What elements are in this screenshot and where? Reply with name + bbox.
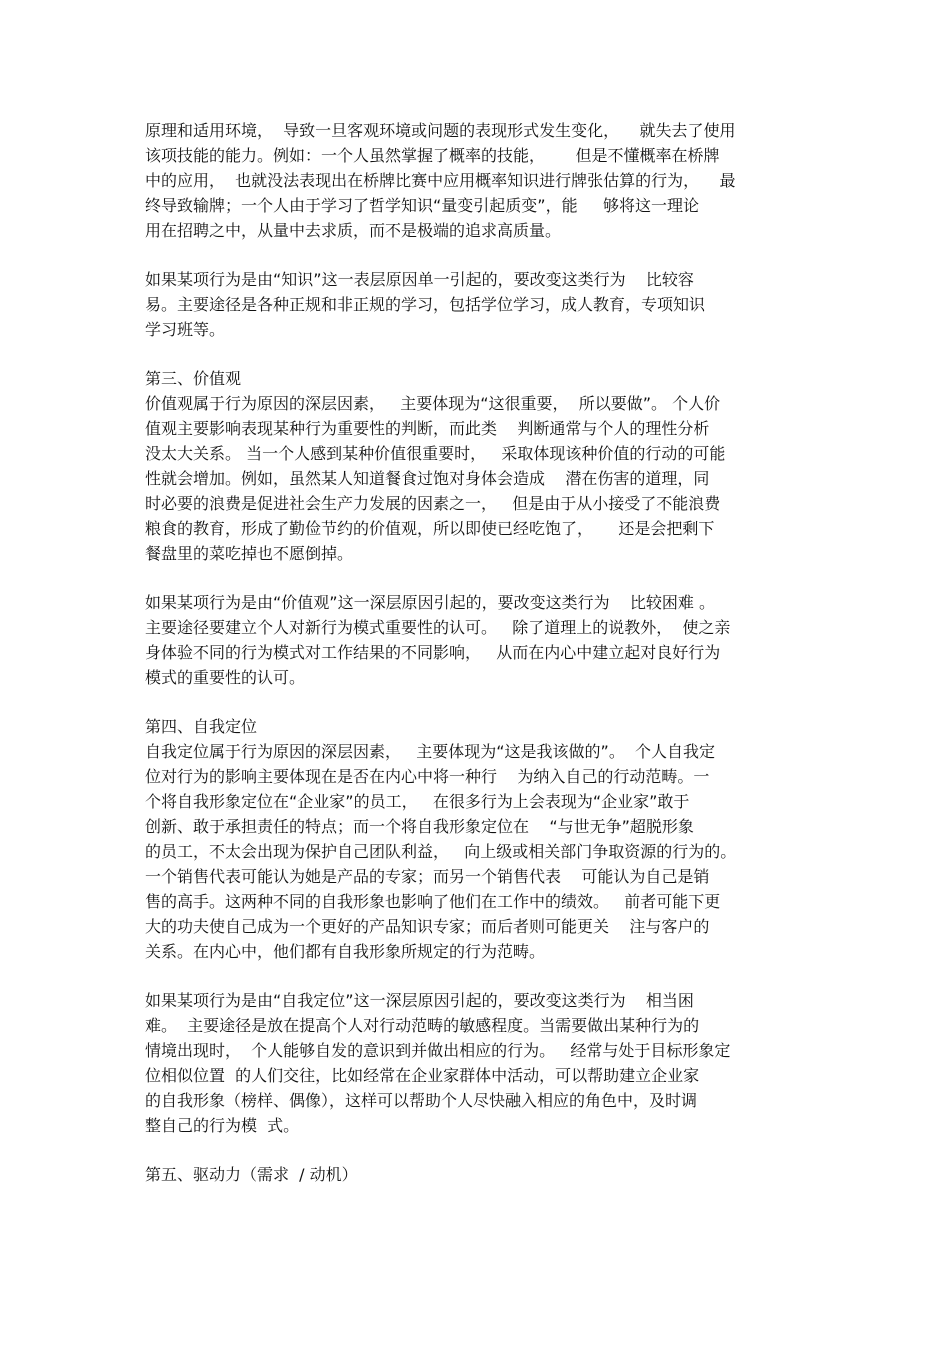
text-line: 餐盘里的菜吃掉也不愿倒掉。 xyxy=(145,544,354,563)
text-line: 原理和适用环境， 导致一旦客观环境或问题的表现形式发生变化， 就失去了使用 xyxy=(145,121,736,140)
text-line: 终导致输牌；一个人由于学习了哲学知识“量变引起质变”，能 够将这一理论 xyxy=(145,196,700,215)
text-line: 主要途径要建立个人对新行为模式重要性的认可。 除了道理上的说教外， 使之亲 xyxy=(145,618,731,637)
text-line: 位对行为的影响主要体现在是否在内心中将一种行 为纳入自己的行动范畴。一 xyxy=(145,767,710,786)
text-line: 整自己的行为模 式。 xyxy=(145,1116,300,1135)
section-heading: 第三、价值观 xyxy=(145,369,242,388)
text-line: 如果某项行为是由“价值观”这一深层原因引起的，要改变这类行为 比较困难 。 xyxy=(145,593,716,612)
text-line: 身体验不同的行为模式对工作结果的不同影响， 从而在内心中建立起对良好行为 xyxy=(145,643,721,662)
text-line: 一个销售代表可能认为她是产品的专家；而另一个销售代表 可能认为自己是销 xyxy=(145,867,710,886)
text-line: 如果某项行为是由“知识”这一表层原因单一引起的，要改变这类行为 比较容 xyxy=(145,270,694,289)
text-line: 该项技能的能力。例如：一个人虽然掌握了概率的技能， 但是不懂概率在桥牌 xyxy=(145,146,720,165)
text-line: 自我定位属于行为原因的深层因素， 主要体现为“这是我该做的”。 个人自我定 xyxy=(145,742,716,761)
section-heading: 第五、驱动力（需求 / 动机） xyxy=(145,1165,358,1184)
text-line: 售的高手。这两种不同的自我形象也影响了他们在工作中的绩效。 前者可能下更 xyxy=(145,892,721,911)
text-line: 没太大关系。 当一个人感到某种价值很重要时， 采取体现该种价值的行动的可能 xyxy=(145,444,726,463)
text-line: 价值观属于行为原因的深层因素， 主要体现为“这很重要， 所以要做”。 个人价 xyxy=(145,394,721,413)
section-heading: 第四、自我定位 xyxy=(145,717,258,736)
text-line: 易。主要途径是各种正规和非正规的学习，包括学位学习，成人教育，专项知识 xyxy=(145,295,706,314)
text-line: 个将自我形象定位在“企业家”的员工， 在很多行为上会表现为“企业家”敢于 xyxy=(145,792,690,811)
text-line: 性就会增加。例如，虽然某人知道餐食过饱对身体会造成 潜在伤害的道理，同 xyxy=(145,469,710,488)
text-line: 用在招聘之中，从量中去求质，而不是极端的追求高质量。 xyxy=(145,221,562,240)
text-line: 位相似位置 的人们交往，比如经常在企业家群体中活动，可以帮助建立企业家 xyxy=(145,1066,700,1085)
text-line: 模式的重要性的认可。 xyxy=(145,668,306,687)
text-line: 粮食的教育，形成了勤俭节约的价值观，所以即使已经吃饱了， 还是会把剩下 xyxy=(145,519,715,538)
text-line: 大的功夫使自己成为一个更好的产品知识专家；而后者则可能更关 注与客户的 xyxy=(145,917,710,936)
text-line: 的自我形象（榜样、偶像），这样可以帮助个人尽快融入相应的角色中，及时调 xyxy=(145,1091,698,1110)
text-line: 时必要的浪费是促进社会生产力发展的因素之一， 但是由于从小接受了不能浪费 xyxy=(145,494,721,513)
text-line: 值观主要影响表现某种行为重要性的判断，而此类 判断通常与个人的理性分析 xyxy=(145,419,710,438)
text-line: 情境出现时， 个人能够自发的意识到并做出相应的行为。 经常与处于目标形象定 xyxy=(145,1041,731,1060)
text-line: 难。 主要途径是放在提高个人对行动范畴的敏感程度。当需要做出某种行为的 xyxy=(145,1016,700,1035)
text-line: 的员工，不太会出现为保护自己团队利益， 向上级或相关部门争取资源的行为的。 xyxy=(145,842,737,861)
text-line: 学习班等。 xyxy=(145,320,226,339)
text-line: 关系。在内心中，他们都有自我形象所规定的行为范畴。 xyxy=(145,942,546,961)
text-line: 创新、敢于承担责任的特点；而一个将自我形象定位在 “与世无争”超脱形象 xyxy=(145,817,694,836)
text-line: 如果某项行为是由“自我定位”这一深层原因引起的，要改变这类行为 相当困 xyxy=(145,991,694,1010)
text-line: 中的应用， 也就没法表现出在桥牌比赛中应用概率知识进行牌张估算的行为， 最 xyxy=(145,171,736,190)
